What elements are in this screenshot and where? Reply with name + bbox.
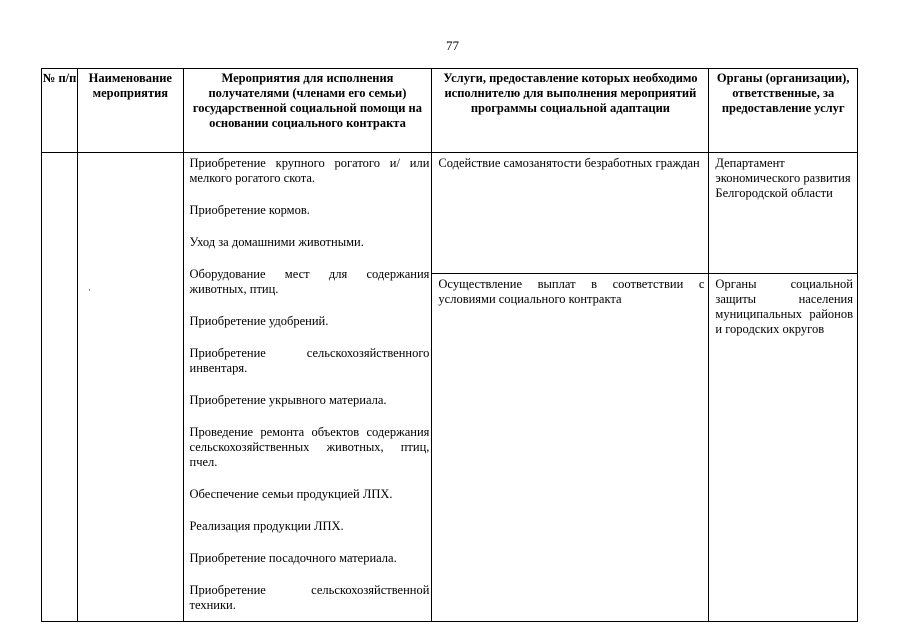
cell-measures <box>183 153 432 622</box>
header-measures: Мероприятия для исполнения получателями (членами его семьи) государственной социальной помощи на основании социального контракта <box>183 69 432 153</box>
measure-item: Оборудование мест для содержания животных, птиц. <box>189 267 430 296</box>
measure-item: Приобретение сельскохозяйственного инвентаря. <box>189 346 430 375</box>
page-number: 77 <box>446 38 459 53</box>
header-name: Наименование мероприятия <box>78 69 183 153</box>
table-row <box>42 153 858 622</box>
measure-item: Приобретение посадочного материала. <box>189 551 397 565</box>
measure-item: Обеспечение семьи продукцией ЛПХ. <box>189 487 393 501</box>
scan-speck: · <box>88 285 91 295</box>
org-item-economic-department: Департамент экономического развития Белгородской области <box>709 153 857 274</box>
table-header-row <box>42 69 858 153</box>
service-item-employment: Содействие самозанятости безработных граждан <box>432 153 708 274</box>
header-org: Органы (организации), ответственные, за предоставление услуг <box>709 69 858 153</box>
measure-item: Приобретение крупного рогатого и/ или мелкого рогатого скота. <box>189 156 430 185</box>
cell-num <box>42 153 78 622</box>
header-services: Услуги, предоставление которых необходимо исполнителю для выполнения мероприятий программы социальной адаптации <box>432 69 709 153</box>
cell-org <box>709 153 858 622</box>
measure-item: Приобретение кормов. <box>189 203 310 217</box>
cell-name <box>78 153 183 622</box>
measure-item: Уход за домашними животными. <box>189 235 364 249</box>
measure-item: Приобретение укрывного материала. <box>189 393 387 407</box>
measure-item: Реализация продукции ЛПХ. <box>189 519 344 533</box>
service-item-payments: Осуществление выплат в соответствии с условиями социального контракта <box>438 277 705 306</box>
social-contract-table <box>41 68 858 622</box>
header-num: № п/п <box>42 69 78 153</box>
cell-services <box>432 153 709 622</box>
measure-item: Приобретение сельскохозяйственной техники. <box>189 583 430 612</box>
measure-item: Приобретение удобрений. <box>189 314 329 328</box>
measure-item: Проведение ремонта объектов содержания сельскохозяйственных животных, птиц, пчел. <box>189 425 430 469</box>
org-item-social-protection: Органы социальной защиты населения муниципальных районов и городских округов <box>715 277 853 336</box>
